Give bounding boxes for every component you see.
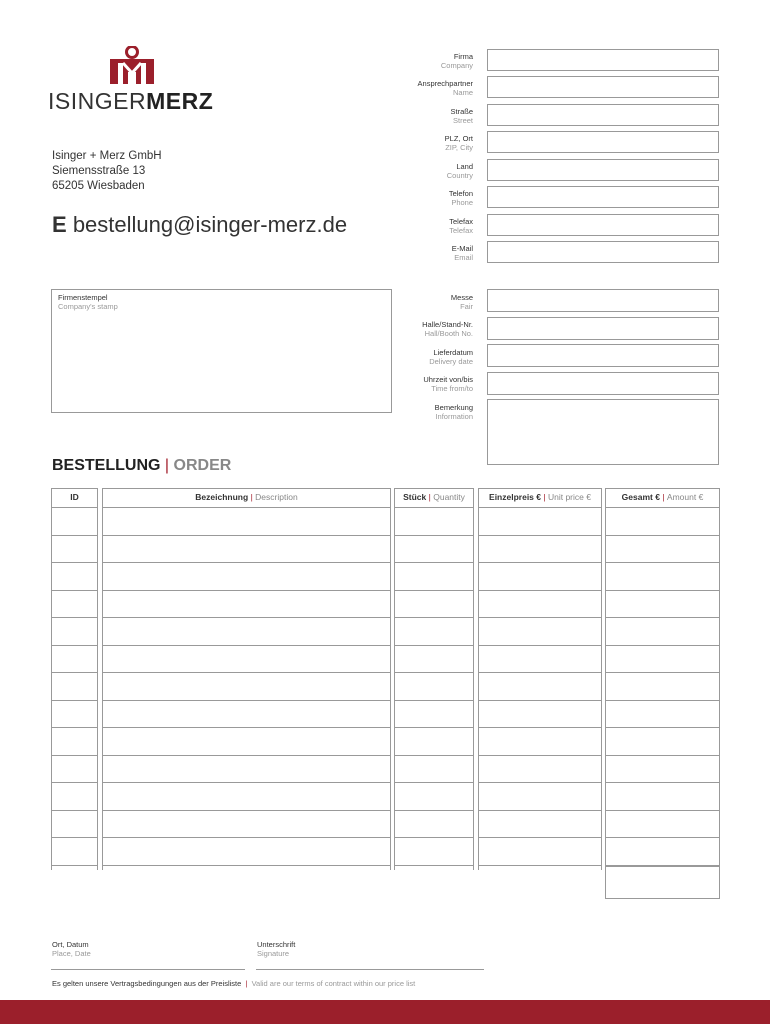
table-row-line [394,645,474,646]
table-row-line [394,782,474,783]
table-row-line [478,837,602,838]
footer-bar [0,1000,770,1024]
table-row-line [478,755,602,756]
table-row-line [478,507,602,508]
label-fair: Messe Fair [450,293,473,311]
table-row-line [605,645,720,646]
address-line: 65205 Wiesbaden [52,180,145,192]
address-line: Siemensstraße 13 [52,165,146,177]
label-telefax: Telefax Telefax [449,217,473,235]
delivery-date-field[interactable] [487,344,719,367]
company-field[interactable] [487,49,719,71]
table-row-line [478,562,602,563]
table-row-line [51,562,98,563]
table-row-line [51,837,98,838]
table-row-line [51,782,98,783]
hall-booth-field[interactable] [487,317,719,340]
label-country: Land Country [446,162,473,180]
table-row-line [478,535,602,536]
table-row-line [605,562,720,563]
label-time: Uhrzeit von/bis Time from/to [423,375,473,393]
table-row-line [394,535,474,536]
telefax-field[interactable] [487,214,719,236]
table-row-line [605,617,720,618]
table-row-line [51,672,98,673]
table-row-line [478,865,602,866]
table-row-line [394,755,474,756]
label-information: Bemerkung Information [434,403,473,421]
stamp-label: Firmenstempel [58,293,108,302]
time-field[interactable] [487,372,719,395]
label-email: E-Mail Email [451,244,473,262]
table-row-line [394,562,474,563]
table-row-line [102,562,391,563]
table-row-line [51,755,98,756]
country-field[interactable] [487,159,719,181]
table-row-line [394,810,474,811]
table-row-line [394,507,474,508]
name-field[interactable] [487,76,719,98]
label-street: Straße Street [450,107,473,125]
table-row-line [102,837,391,838]
table-row-line [478,617,602,618]
total-amount-box[interactable] [605,866,720,899]
table-row-line [51,645,98,646]
table-row-line [51,590,98,591]
table-row-line [394,590,474,591]
table-row-line [102,617,391,618]
table-row-line [478,645,602,646]
terms-note: Es gelten unsere Vertragsbedingungen aus der Preisliste | Valid are our terms of contract within our price list [52,979,416,988]
table-row-line [605,507,720,508]
table-row-line [102,535,391,536]
table-row-line [51,865,98,866]
table-row-line [478,590,602,591]
table-row-line [605,837,720,838]
table-row-line [102,810,391,811]
place-date-line[interactable] [51,969,245,970]
address-line: Isinger + Merz GmbH [52,150,162,162]
label-name: Ansprechpartner Name [417,79,473,97]
table-row-line [605,535,720,536]
table-row-line [102,700,391,701]
table-row-line [51,507,98,508]
table-row-line [51,617,98,618]
company-address [52,149,162,194]
table-row-line [605,672,720,673]
email-field[interactable] [487,241,719,263]
phone-field[interactable] [487,186,719,208]
information-field[interactable] [487,399,719,465]
label-hall-booth: Halle/Stand-Nr. Hall/Booth No. [422,320,473,338]
table-row-line [478,810,602,811]
company-logo-text: ISINGERMERZ [48,88,214,114]
table-row-line [605,700,720,701]
table-row-line [605,590,720,591]
table-row-line [102,645,391,646]
place-date-label: Ort, Datum Place, Date [52,940,91,958]
table-row-line [605,755,720,756]
table-row-line [51,810,98,811]
column-id [51,488,98,870]
table-row-line [478,700,602,701]
column-header-quantity: Stück | Quantity [403,492,465,502]
table-row-line [394,865,474,866]
table-row-line [102,590,391,591]
table-row-line [605,782,720,783]
fair-field[interactable] [487,289,719,312]
column-unit-price [478,488,602,870]
table-row-line [394,837,474,838]
table-row-line [51,727,98,728]
label-delivery-date: Lieferdatum Delivery date [429,348,473,366]
column-quantity [394,488,474,870]
table-row-line [102,507,391,508]
column-header-unit-price: Einzelpreis € | Unit price € [489,492,591,502]
column-description [102,488,391,870]
table-row-line [394,727,474,728]
label-zip-city: PLZ, Ort ZIP, City [444,134,473,152]
table-row-line [102,672,391,673]
table-row-line [605,810,720,811]
table-row-line [102,727,391,728]
order-email: E bestellung@isinger-merz.de [52,212,348,237]
signature-label: Unterschrift Signature [257,940,296,958]
table-row-line [102,865,391,866]
column-header-id: ID [70,492,79,502]
table-row-line [394,700,474,701]
signature-line[interactable] [256,969,484,970]
table-row-line [102,755,391,756]
company-stamp-box[interactable] [51,289,392,413]
table-row-line [51,535,98,536]
label-company: Firma Company [440,52,473,70]
label-phone: Telefon Phone [448,189,473,207]
order-title: BESTELLUNG | ORDER [52,457,232,474]
company-logo-icon [108,46,156,86]
table-row-line [478,672,602,673]
table-row-line [102,782,391,783]
street-field[interactable] [487,104,719,126]
column-header-description: Bezeichnung | Description [195,492,298,502]
table-row-line [51,700,98,701]
table-row-line [478,782,602,783]
stamp-label-en: Company's stamp [58,302,118,311]
table-row-line [394,617,474,618]
table-row-line [394,672,474,673]
zip-city-field[interactable] [487,131,719,153]
table-row-line [605,727,720,728]
column-header-amount: Gesamt € | Amount € [621,492,704,502]
table-row-line [478,727,602,728]
